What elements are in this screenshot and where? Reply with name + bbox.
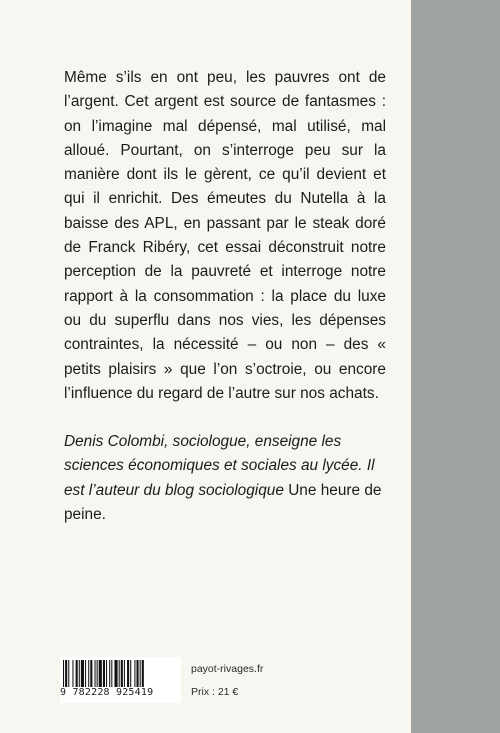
barcode-bar — [97, 660, 98, 687]
barcode-bar — [124, 660, 125, 687]
back-cover-text — [64, 66, 386, 527]
isbn-barcode — [60, 657, 181, 703]
barcode-bar — [137, 660, 139, 687]
barcode-bar — [90, 660, 92, 687]
barcode-bar — [65, 660, 67, 687]
barcode-bar — [121, 660, 123, 687]
barcode-bar — [99, 660, 102, 687]
barcode-bar — [134, 660, 135, 687]
barcode-bars — [63, 660, 178, 688]
barcode-bar — [142, 660, 144, 687]
barcode-bar — [111, 660, 112, 687]
barcode-bar — [85, 660, 86, 687]
barcode-bar — [72, 660, 73, 687]
barcode-bar — [140, 660, 141, 687]
barcode-bar — [119, 660, 120, 687]
barcode-bar — [106, 660, 107, 687]
barcode-bar — [81, 660, 84, 687]
author-bio-italic: Denis Colombi, sociologue, enseigne les sciences économiques et sociales au lycée. Il est l’auteur du blog sociologique — [64, 433, 375, 499]
barcode-bar — [79, 660, 80, 687]
barcode-bar — [114, 660, 117, 687]
grey-side-band — [411, 0, 500, 733]
isbn-number: 9 782228 925419 — [60, 687, 154, 698]
barcode-bar — [109, 660, 110, 687]
blog-title: Une heure de peine. — [64, 481, 382, 524]
barcode-bar — [103, 660, 105, 687]
author-bio — [64, 430, 386, 527]
barcode-bar — [130, 660, 131, 687]
barcode-bar — [63, 660, 64, 687]
publisher-url: payot-rivages.fr — [191, 663, 264, 675]
barcode-bar — [76, 660, 78, 687]
barcode-bar — [127, 660, 129, 687]
barcode-bar — [88, 660, 89, 687]
summary-paragraph: Même s’ils en ont peu, les pauvres ont de l’argent. Cet argent est source de fantasmes : on l’imagine mal dépensé, mal utilisé, mal alloué. Pourtant, on s’interroge peu sur la manière dont ils le gèrent, ce qu’il devient et qui il enrichit. Des émeutes du Nutella à la baisse des APL, en passant par le steak doré de Franck Ribéry, cet essai déconstruit notre perception de la pauvreté et interroge notre rapport à la consommation : la place du luxe ou du superflu dans nos vies, les dépenses contraintes, la nécessité – ou non – des « petits plaisirs » que l’on s’octroie, ou encore l’influence du regard de l’autre sur nos achats. — [64, 69, 386, 402]
barcode-bar — [95, 660, 96, 687]
barcode-bar — [68, 660, 69, 687]
price-label: Prix : 21 € — [191, 686, 239, 698]
